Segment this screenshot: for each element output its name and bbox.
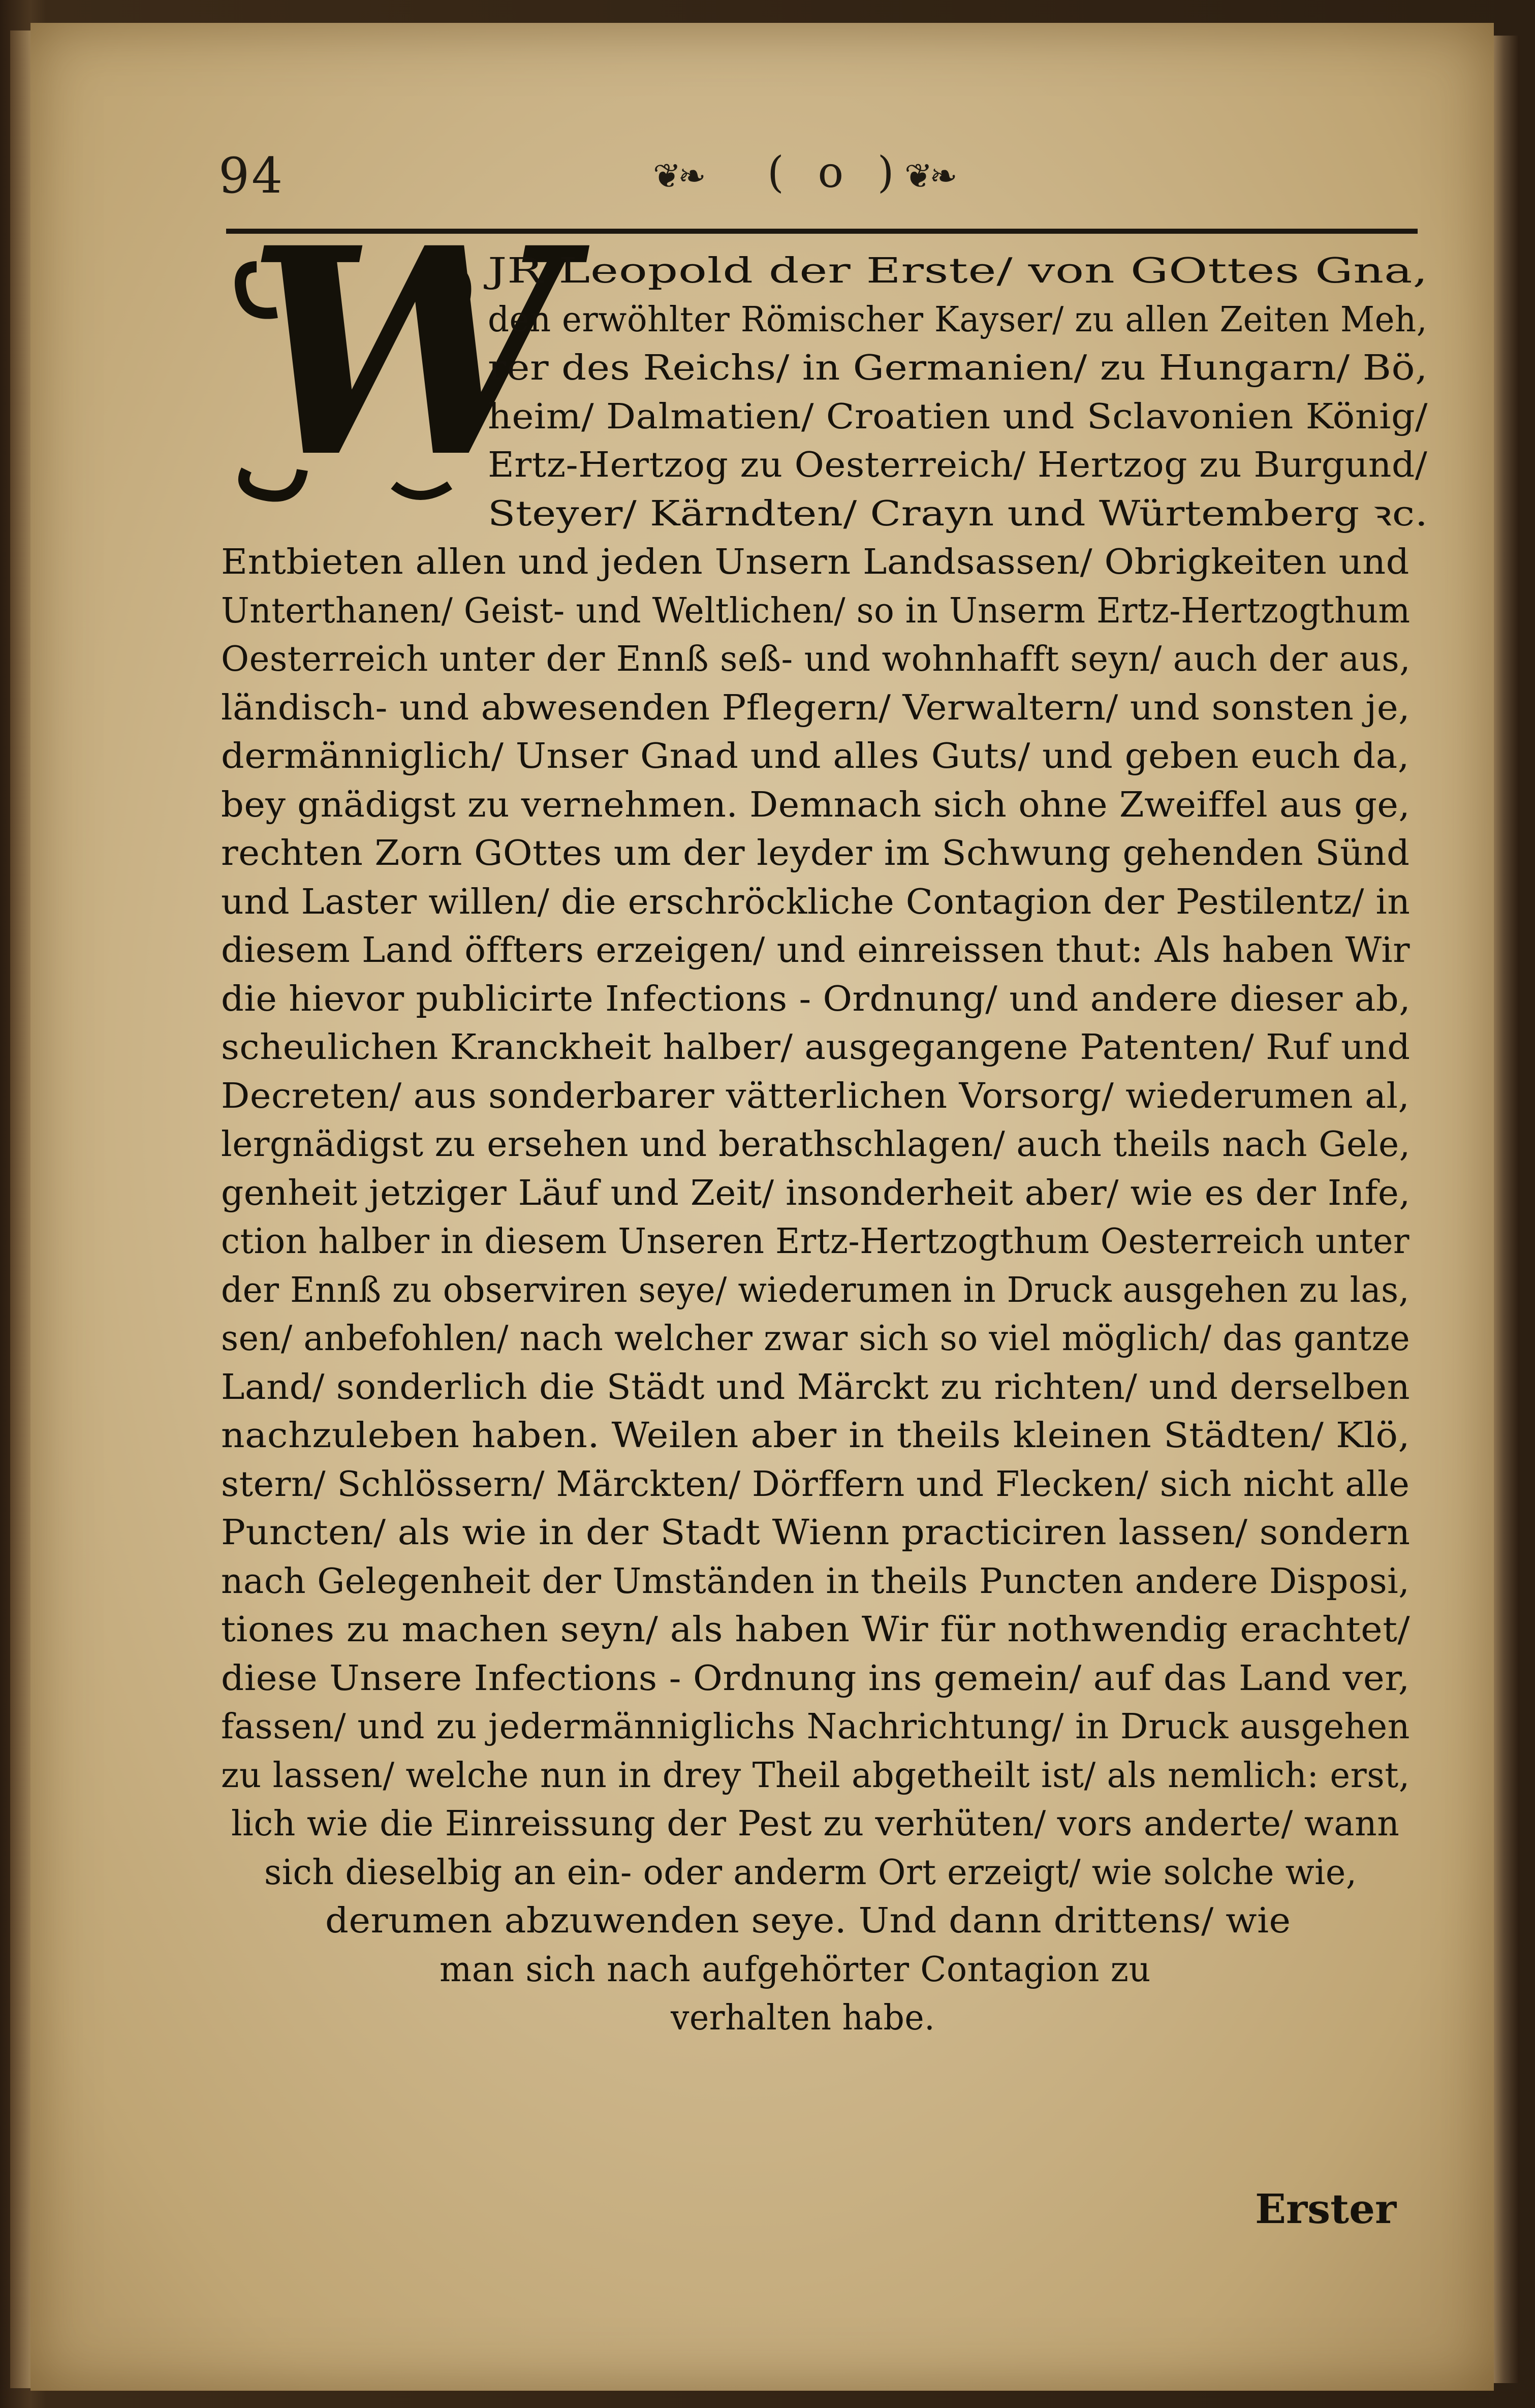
initial-letter: W <box>246 186 566 520</box>
text-line: genheit jetziger Läuf und Zeit/ insonderheit aber/ wie es der Infe, <box>221 1173 1411 1213</box>
text-line: und Laster willen/ die erschröckliche Contagion der Pestilentz/ in <box>221 882 1411 922</box>
text-line: scheulichen Kranckheit halber/ ausgegangene Patenten/ Ruf und <box>221 1027 1411 1068</box>
text-line: Ertz-Hertzog zu Oesterreich/ Hertzog zu Burgund/ <box>488 445 1428 485</box>
text-line: bey gnädigst zu vernehmen. Demnach sich ohne Zweiffel aus ge, <box>221 785 1411 825</box>
text-line: sen/ anbefohlen/ nach welcher zwar sich so viel möglich/ das gantze <box>221 1319 1411 1359</box>
text-line: Decreten/ aus sonderbarer vätterlichen Vorsorg/ wiederumen al, <box>221 1076 1410 1116</box>
text-line: diese Unsere Infections - Ordnung ins gemein/ auf das Land ver, <box>221 1658 1410 1699</box>
text-line: Entbieten allen und jeden Unsern Landsassen/ Obrigkeiten und <box>221 542 1409 582</box>
text-line: heim/ Dalmatien/ Croatien und Sclavonien König/ <box>488 396 1428 437</box>
text-line: ction halber in diesem Unseren Ertz-Hertzogthum Oesterreich unter <box>221 1222 1409 1262</box>
text-line: Puncten/ als wie in der Stadt Wienn practiciren lassen/ sondern <box>221 1513 1411 1553</box>
text-line: stern/ Schlössern/ Märckten/ Dörffern und Flecken/ sich nicht alle <box>221 1464 1410 1505</box>
text-line: nachzuleben haben. Weilen aber in theils kleinen Städten/ Klö, <box>221 1416 1411 1456</box>
text-line: zu lassen/ welche nun in drey Theil abgetheilt ist/ als nemlich: erst, <box>221 1755 1410 1796</box>
running-head: ( o ) <box>767 147 904 197</box>
text-line: die hievor publicirte Infections - Ordnung/ und andere dieser ab, <box>221 979 1411 1019</box>
ornament-right-icon: ❦❧ <box>904 157 955 196</box>
catchword: Erster <box>1255 2185 1397 2233</box>
text-line: den erwöhlter Römischer Kayser/ zu allen Zeiten Meh, <box>488 299 1428 340</box>
text-line: Land/ sonderlich die Städt und Märckt zu richten/ und derselben <box>221 1367 1411 1408</box>
page-number: 94 <box>218 147 285 204</box>
text-line: verhalten habe. <box>671 1998 935 2038</box>
text-line: rer des Reichs/ in Germanien/ zu Hungarn/ Bö, <box>488 348 1428 388</box>
text-line: tiones zu machen seyn/ als haben Wir für nothwendig erachtet/ <box>221 1610 1411 1650</box>
text-line: Unterthanen/ Geist- und Weltlichen/ so in Unserm Ertz-Hertzogthum <box>221 590 1411 631</box>
text-line: dermänniglich/ Unser Gnad und alles Guts/ und geben euch da, <box>221 736 1410 776</box>
text-line: derumen abzuwenden seye. Und dann drittens/ wie <box>325 1901 1291 1941</box>
text-line: lich wie die Einreissung der Pest zu verhüten/ vors anderte/ wann <box>231 1804 1400 1844</box>
text-line: man sich nach aufgehörter Contagion zu <box>440 1949 1151 1990</box>
text-line: diesem Land öffters erzeigen/ und einreissen thut: Als haben Wir <box>221 930 1411 971</box>
text-line: sich dieselbig an ein- oder anderm Ort erzeigt/ wie solche wie, <box>264 1852 1357 1893</box>
text-line: ländisch- und abwesenden Pflegern/ Verwaltern/ und sonsten je, <box>221 687 1411 728</box>
text-line: fassen/ und zu jedermänniglichs Nachrichtung/ in Druck ausgehen <box>221 1707 1410 1747</box>
text-line: nach Gelegenheit der Umständen in theils Puncten andere Disposi, <box>221 1561 1410 1602</box>
text-line: Oesterreich unter der Ennß seß- und wohnhafft seyn/ auch der aus, <box>221 639 1411 679</box>
text-line: der Ennß zu observiren seye/ wiederumen in Druck ausgehen zu las, <box>221 1270 1410 1310</box>
text-line: lergnädigst zu ersehen und berathschlagen/ auch theils nach Gele, <box>221 1124 1411 1165</box>
text-line: JR Leopold der Erste/ von GOttes Gna, <box>488 251 1428 291</box>
text-line: rechten Zorn GOttes um der leyder im Schwung gehenden Sünd <box>221 833 1410 873</box>
text-line: Steyer/ Kärndten/ Crayn und Würtemberg ꝛc. <box>488 493 1428 534</box>
ornament-left-icon: ❦❧ <box>653 157 703 196</box>
